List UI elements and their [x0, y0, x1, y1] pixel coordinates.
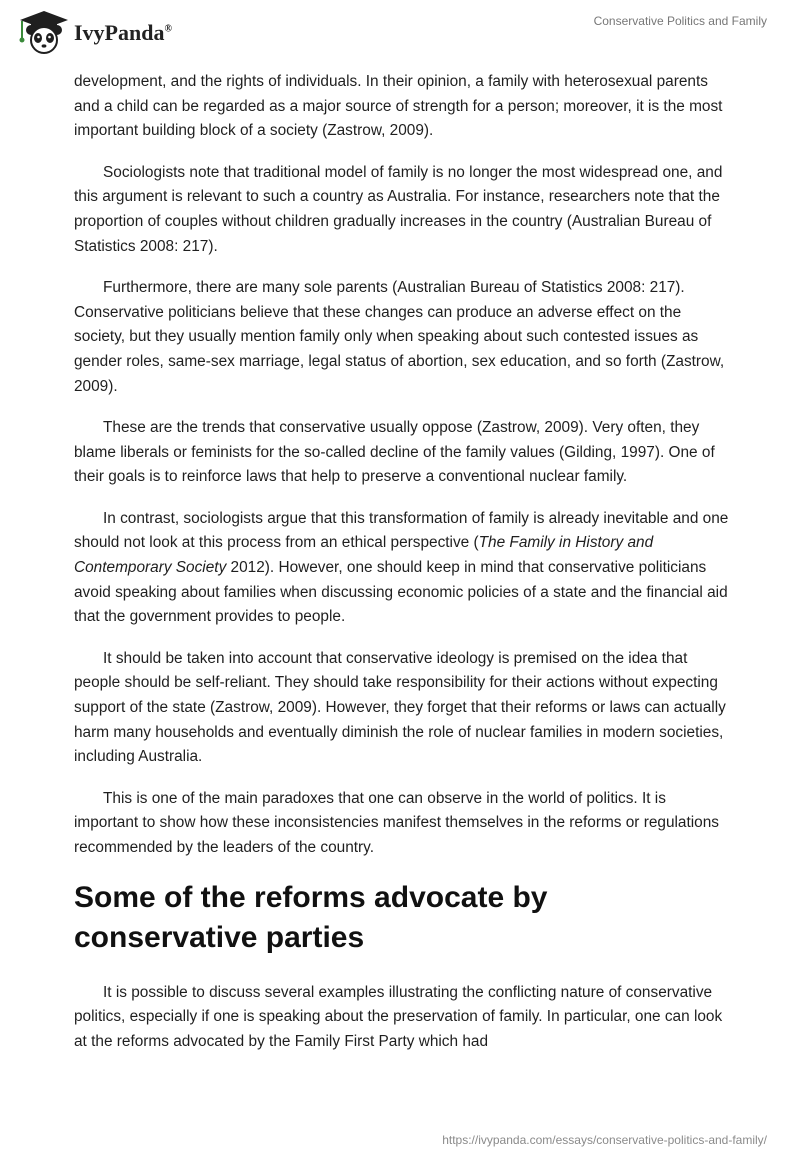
paragraph-text: 2012). However, one should keep in mind that conservative politicians avoid speaking about families when discussing economic policies of a state and the financial aid that the government provides to people. — [74, 558, 728, 626]
page-header — [0, 0, 800, 70]
cited-title: The Family in History and Contemporary Society — [74, 534, 654, 576]
page-url[interactable]: https://ivypanda.com/essays/conservative-politics-and-family/ — [442, 1133, 767, 1147]
paragraph: Sociologists note that traditional model of family is no longer the most widespread one, and this argument is relevant to such a country as Australia. For instance, researchers note that the proportion of couples without children gradually increases in the country (Australian Bureau of Statistics 2008: 217). — [74, 163, 723, 255]
paragraph: This is one of the main paradoxes that one can observe in the world of politics. It is important to show how these inconsistencies manifest themselves in the reforms or regulations recommended by the leaders of the country. — [74, 789, 720, 856]
panda-graduate-icon — [14, 8, 70, 56]
essay-body — [74, 70, 734, 1071]
paragraph: Furthermore, there are many sole parents (Australian Bureau of Statistics 2008: 217). Conservative politicians believe that these changes can produce an adverse effect on the society, but they usually mention family only when speaking about such contested issues as gender roles, same-sex marriage, legal status of abortion, sex education, and so forth (Zastrow, 2009). — [74, 278, 725, 395]
paragraph: development, and the rights of individuals. In their opinion, a family with heterosexual parents and a child can be regarded as a major source of strength for a person; moreover, it is the most important building block of a society (Zastrow, 2009). — [74, 73, 723, 140]
paragraph-text: In contrast, sociologists argue that this transformation of family is already inevitable and one should not look at this process from an ethical perspective ( — [74, 509, 729, 552]
brand-name: IvyPanda® — [74, 20, 172, 45]
ivypanda-logo[interactable] — [14, 8, 172, 56]
paragraph: These are the trends that conservative usually oppose (Zastrow, 2009). Very often, they blame liberals or feminists for the so-called decline of the family values (Gilding, 1997). One of their goals is to reinforce laws that help to preserve a conventional nuclear family. — [74, 418, 715, 486]
section-heading: Some of the reforms advocate by conservative parties — [74, 880, 548, 954]
paragraph: It should be taken into account that conservative ideology is premised on the idea that people should be self-reliant. They should take responsibility for their actions without expecting support of the state (Zastrow, 2009). However, they forget that their reforms or laws can actually harm many households and eventually diminish the role of nuclear families in modern societies, including Australia. — [74, 649, 726, 766]
paragraph — [74, 507, 734, 631]
document-title: Conservative Politics and Family — [593, 14, 767, 28]
paragraph: It is possible to discuss several examples illustrating the conflicting nature of conservative politics, especially if one is speaking about the preservation of family. In particular, one can look at the reforms advocated by the Family First Party which had — [74, 983, 723, 1051]
